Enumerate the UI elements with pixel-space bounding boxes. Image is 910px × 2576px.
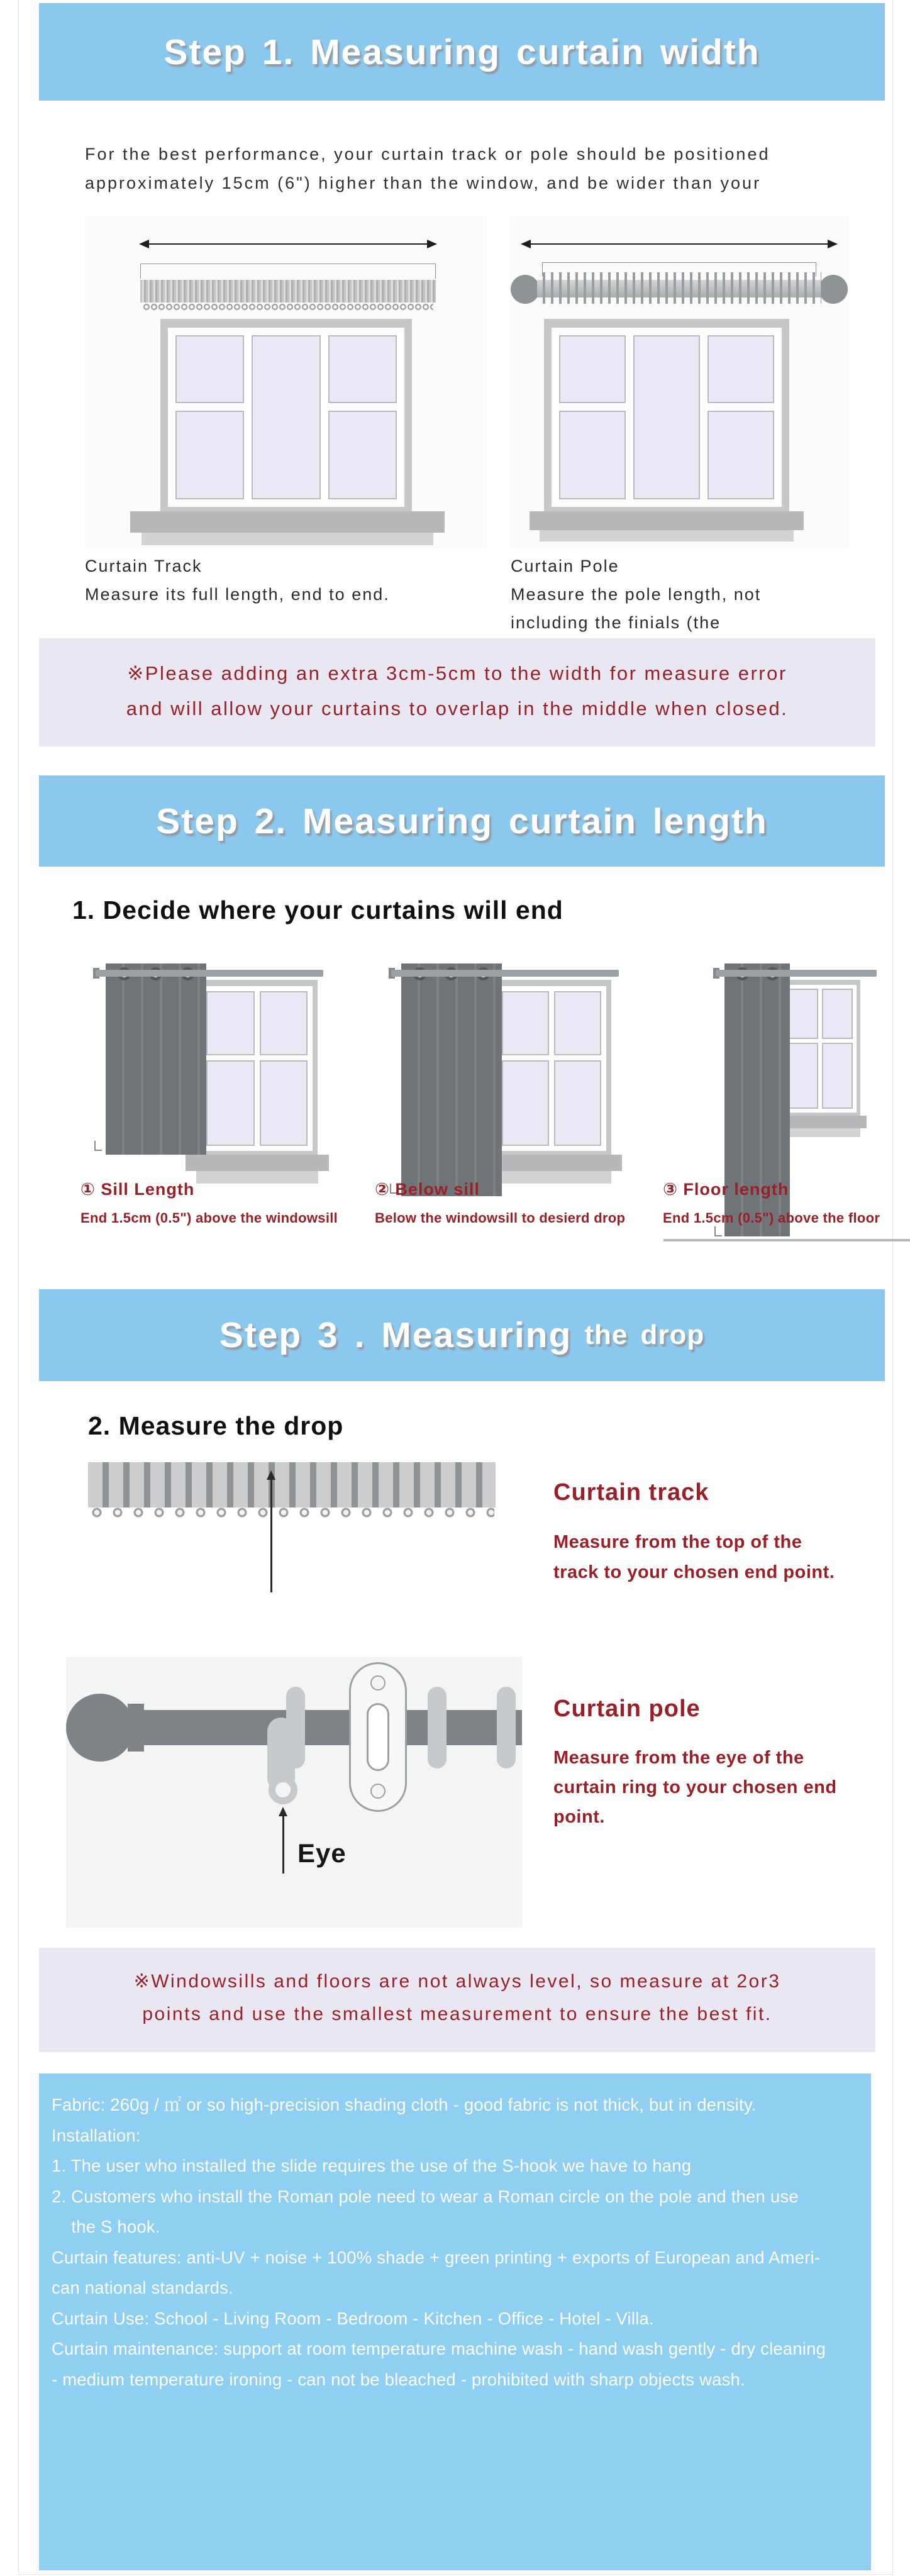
curtain-track-bar <box>140 280 436 303</box>
pole-instruction-line3: point. <box>553 1807 605 1827</box>
detail-install-2: 2. Customers who install the Roman pole need to wear a Roman circle on the pole and then use <box>52 2186 799 2206</box>
track-instructions <box>553 1527 835 1587</box>
track-caption-title: Curtain Track <box>85 557 203 575</box>
windowsill <box>186 1155 329 1171</box>
curtain-track-diagram <box>88 1462 496 1507</box>
windowsill <box>130 511 445 533</box>
track-gliders <box>88 1462 496 1507</box>
width-note-line2: and will allow your curtains to overlap in the middle when closed. <box>126 697 789 719</box>
sill-underboard <box>141 533 433 545</box>
width-note-box <box>39 638 875 747</box>
track-hook-eyes <box>92 1507 494 1519</box>
step1-intro-line2: approximately 15cm (6") higher than the window, and be wider than your <box>85 174 762 192</box>
product-details-box <box>39 2074 871 2570</box>
option3-label <box>663 1180 789 1199</box>
pole-ring <box>428 1687 447 1768</box>
level-note-line1: ※Windowsills and floors are not always level, so measure at 2or3 <box>133 1971 781 1992</box>
detail-installation: Installation: <box>52 2125 141 2145</box>
ring-eye <box>269 1775 297 1804</box>
window-illustration <box>492 980 611 1155</box>
screw-icon <box>370 1675 386 1690</box>
track-title: Curtain track <box>553 1479 709 1506</box>
pole-finial <box>66 1694 134 1762</box>
step3-heading: 2. Measure the drop <box>88 1411 344 1440</box>
window-illustration <box>160 319 412 511</box>
pole-finial-left <box>511 275 540 304</box>
step2-banner <box>39 775 885 867</box>
pole-ring <box>497 1687 516 1768</box>
screw-icon <box>370 1784 386 1799</box>
gap-tick <box>94 1141 102 1151</box>
step1-intro-line1: For the best performance, your curtain track or pole should be positioned <box>85 145 770 164</box>
curtain-sill-length <box>106 963 206 1155</box>
option1-number: ① <box>80 1180 96 1199</box>
option1-desc: End 1.5cm (0.5") above the windowsill <box>80 1210 338 1226</box>
step1-banner-text: Step 1. Measuring curtain width <box>164 31 760 72</box>
level-note-box <box>39 1948 875 2052</box>
detail-features-cont: can national standards. <box>52 2278 233 2297</box>
floor-line <box>663 1239 910 1241</box>
option1-title: Sill Length <box>101 1180 195 1199</box>
windowsill <box>530 511 804 530</box>
option2-desc: Below the windowsill to desierd drop <box>375 1210 626 1226</box>
step2-banner-text: Step 2. Measuring curtain length <box>156 801 768 841</box>
curtain-pole-bar <box>391 970 619 977</box>
detail-install-1: 1. The user who installed the slide requires the use of the S-hook we have to hang <box>52 2156 692 2175</box>
detail-maintenance-cont: - medium temperature ironing - can not be bleached - prohibited with sharp objects wash. <box>52 2369 745 2389</box>
windowsill <box>481 1155 622 1171</box>
pole-rings <box>537 272 821 304</box>
detail-install-2b: the S hook. <box>52 2217 160 2236</box>
option2-number: ② <box>375 1180 390 1199</box>
detail-features: Curtain features: anti-UV + noise + 100% shade + green printing + exports of European and Ameri- <box>52 2247 821 2267</box>
detail-maintenance: Curtain maintenance: support at room temperature machine wash - hand wash gently - dry cleaning <box>52 2339 826 2358</box>
bracket-slot <box>367 1703 389 1771</box>
detail-fabric: Fabric: 260g / ㎡ or so high-precision shading cloth - good fabric is not thick, but in density. <box>52 2095 757 2114</box>
track-instruction-line1: Measure from the top of the <box>553 1532 802 1552</box>
pole-instructions <box>553 1743 837 1832</box>
curtain-below-sill <box>401 963 502 1196</box>
width-arrow-icon <box>140 243 436 245</box>
wall-bracket <box>349 1662 407 1812</box>
option2-title: Below sill <box>395 1180 480 1199</box>
window-illustration <box>544 319 789 511</box>
curtain-track-illustration <box>85 217 487 549</box>
pole-title: Curtain pole <box>553 1696 701 1722</box>
level-note-line2: points and use the smallest measurement to ensure the best fit. <box>142 2004 772 2024</box>
pole-bar <box>140 1710 522 1745</box>
step3-banner-text: Step 3 . Measuring <box>219 1315 572 1355</box>
drop-arrow-icon <box>270 1479 272 1592</box>
pole-instruction-line2: curtain ring to your chosen end <box>553 1777 837 1797</box>
option3-title: Floor length <box>683 1180 789 1199</box>
gap-tick <box>714 1226 722 1236</box>
step2-heading: 1. Decide where your curtains will end <box>72 896 563 924</box>
track-hooks <box>143 303 433 312</box>
width-note-line1: ※Please adding an extra 3cm-5cm to the width for measure error <box>127 662 787 684</box>
pole-instruction-line1: Measure from the eye of the <box>553 1748 804 1768</box>
option2-label <box>375 1180 480 1199</box>
curtain-pole-illustration <box>509 217 849 549</box>
option3-desc: End 1.5cm (0.5") above the floor <box>663 1210 880 1226</box>
window-illustration <box>196 980 318 1155</box>
pole-caption-title: Curtain Pole <box>511 557 619 575</box>
option3-number: ③ <box>663 1180 678 1199</box>
sill-underboard <box>196 1171 318 1184</box>
eye-arrow-icon <box>282 1816 284 1874</box>
sill-underboard <box>780 1128 860 1137</box>
curtain-length-diagrams <box>0 962 910 1245</box>
pole-caption-line1: Measure the pole length, not <box>511 585 762 604</box>
measure-bracket <box>140 264 436 279</box>
pole-caption-line2: including the finials (the <box>511 613 721 632</box>
curtain-pole-diagram <box>66 1657 522 1928</box>
window-illustration <box>780 980 860 1116</box>
track-instruction-line2: track to your chosen end point. <box>553 1562 835 1582</box>
step3-banner-subtext: the drop <box>584 1319 705 1350</box>
eye-label: Eye <box>297 1838 347 1868</box>
sill-underboard <box>492 1171 611 1184</box>
detail-use: Curtain Use: School - Living Room - Bedroom - Kitchen - Office - Hotel - Villa. <box>52 2308 654 2328</box>
track-caption <box>85 552 390 609</box>
width-arrow-icon <box>522 243 836 245</box>
pole-caption <box>511 552 761 637</box>
curtain-pole-bar <box>96 970 323 977</box>
step1-banner <box>39 3 885 101</box>
pole-finial-right <box>819 275 848 304</box>
sill-underboard <box>540 530 794 541</box>
curtain-pole-bar <box>716 970 877 977</box>
option1-label <box>80 1180 194 1199</box>
step3-banner <box>39 1289 885 1381</box>
track-caption-line: Measure its full length, end to end. <box>85 585 390 604</box>
